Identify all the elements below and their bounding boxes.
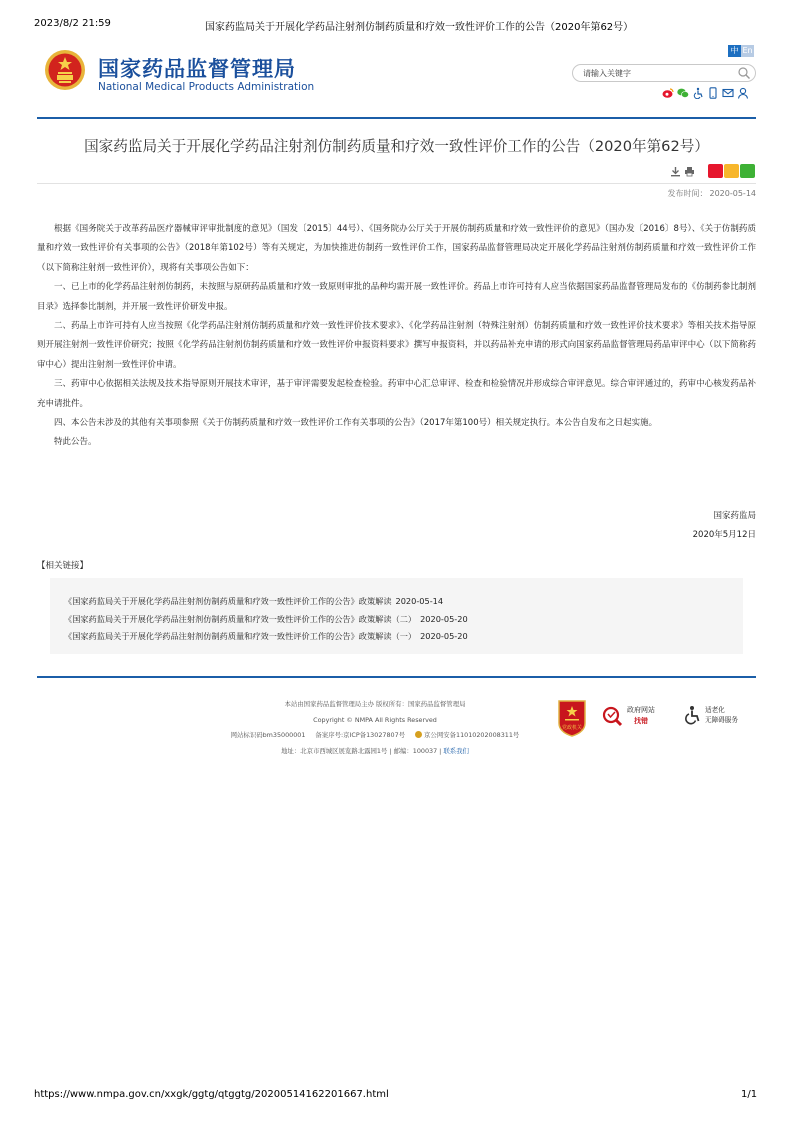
print-page-number: 1/1 xyxy=(741,1089,758,1100)
related-links-heading: 【相关链接】 xyxy=(37,561,89,571)
signer: 国家药监局 xyxy=(713,511,756,521)
print-icon[interactable] xyxy=(684,166,695,177)
site-name-cn[interactable]: 国家药品监督管理局 xyxy=(98,57,296,81)
site-name-en: National Medical Products Administration xyxy=(98,81,315,93)
article-tools xyxy=(670,166,695,177)
title-divider xyxy=(37,183,756,184)
gov-site-error-report[interactable]: 政府网站 找错 xyxy=(601,705,655,727)
related-link[interactable]: 《国家药监局关于开展化学药品注射剂仿制药质量和疗效一致性评价工作的公告》政策解读 2020-05-14 xyxy=(64,596,444,606)
related-link[interactable]: 《国家药监局关于开展化学药品注射剂仿制药质量和疗效一致性评价工作的公告》政策解读（一） 2020-05-20 xyxy=(64,631,468,641)
share-bar xyxy=(708,164,755,178)
party-government-badge[interactable] xyxy=(557,699,587,737)
wheelchair-icon xyxy=(682,705,702,725)
footer-address-row xyxy=(200,744,550,760)
related-links-box xyxy=(50,578,743,654)
header-icon-bar xyxy=(662,87,749,99)
print-url: https://www.nmpa.gov.cn/xxgk/ggtg/qtggtg/20200514162201667.html xyxy=(34,1089,389,1100)
mobile-icon[interactable] xyxy=(707,87,719,99)
article-body xyxy=(37,220,756,453)
paragraph: 特此公告。 xyxy=(54,437,97,448)
qzone-share-icon[interactable] xyxy=(724,164,739,178)
mail-icon[interactable] xyxy=(722,87,734,99)
publish-label: 发布时间： xyxy=(667,189,708,198)
publish-time xyxy=(666,188,757,199)
footer-divider xyxy=(37,676,756,678)
footer-copyright: Copyright © NMPA All Rights Reserved xyxy=(313,715,437,724)
weibo-icon[interactable] xyxy=(662,87,674,99)
language-switch xyxy=(728,45,754,57)
footer-registration xyxy=(200,728,550,744)
paragraph: 二、药品上市许可持有人应当按照《化学药品注射剂仿制药质量和疗效一致性评价技术要求》、《化学药品注射剂（特殊注射剂）仿制药质量和疗效一致性评价技术要求》等相关技术指导原则开展注射剂一致性评价研究；按照《化学药品注射剂仿制药质量和疗效一致性评价申报资料要求》撰写申报资料，并以药品补充申请的形式向国家药品监督管理局药品审评中心（以下简称药审中心）提出注射剂一致性评价申请。 xyxy=(37,321,756,370)
site-id: 网站标识码bm35000001 xyxy=(230,731,306,739)
svg-text:党政机关: 党政机关 xyxy=(561,725,583,731)
accessibility-icon[interactable] xyxy=(692,87,704,99)
paragraph: 三、药审中心依据相关法规及技术指导原则开展技术审评，基于审评需要发起检查检验。药审中心汇总审评、检查和检验情况并形成综合审评意见。综合审评通过的，药审中心核发药品补充申请批件。 xyxy=(37,379,756,409)
wechat-icon[interactable] xyxy=(677,87,689,99)
contact-us-link[interactable]: 联系我们 xyxy=(443,746,469,755)
print-datetime: 2023/8/2 21:59 xyxy=(34,18,111,29)
police-record[interactable]: 京公网安备11010202008311号 xyxy=(415,728,519,744)
lang-en-button[interactable]: En xyxy=(742,46,753,55)
lang-cn-button[interactable]: 中 xyxy=(728,45,741,57)
paragraph: 根据《国务院关于改革药品医疗器械审评审批制度的意见》（国发〔2015〕44号）、《国务院办公厅关于开展仿制药质量和疗效一致性评价的意见》（国办发〔2016〕8号）、《关于仿制药质量和疗效一致性评价有关事项的公告》（2018年第102号）等有关规定，为加快推进仿制药一致性评价工作，国家药品监督管理局决定开展化学药品注射剂仿制药质量和疗效一致性评价工作（以下简称注射剂一致性评价），现将有关事项公告如下： xyxy=(37,224,756,273)
user-icon[interactable] xyxy=(737,87,749,99)
magnifier-icon xyxy=(601,705,623,727)
header-divider xyxy=(37,117,756,119)
footer-sponsor: 本站由国家药品监督管理局主办 版权所有：国家药品监督管理局 xyxy=(284,700,466,708)
wechat-share-icon[interactable] xyxy=(740,164,755,178)
publish-date: 2020-05-14 xyxy=(709,189,756,198)
article-title: 国家药监局关于开展化学药品注射剂仿制药质量和疗效一致性评价工作的公告（2020年第62号） xyxy=(84,138,709,155)
police-badge-icon xyxy=(415,731,422,738)
weibo-share-icon[interactable] xyxy=(708,164,723,178)
icp-link[interactable]: 备案序号:京ICP备13027807号 xyxy=(315,731,406,739)
sign-date: 2020年5月12日 xyxy=(692,530,756,540)
footer-info xyxy=(200,697,550,759)
print-doc-title: 国家药监局关于开展化学药品注射剂仿制药质量和疗效一致性评价工作的公告（2020年第62号） xyxy=(205,22,634,33)
footer-address: 地址：北京市西城区展览路北露园1号 | 邮编：100037 | xyxy=(281,746,442,755)
search-input[interactable] xyxy=(583,66,733,80)
paragraph: 四、本公告未涉及的其他有关事项参照《关于仿制药质量和疗效一致性评价工作有关事项的公告》（2017年第100号）相关规定执行。本公告自发布之日起实施。 xyxy=(54,418,658,429)
national-emblem-logo[interactable] xyxy=(44,49,86,91)
elderly-accessibility-service[interactable]: 适老化 无障碍服务 xyxy=(682,705,738,725)
paragraph: 一、已上市的化学药品注射剂仿制药，未按照与原研药品质量和疗效一致原则审批的品种均需开展一致性评价。药品上市许可持有人应当依据国家药品监督管理局发布的《仿制药参比制剂目录》选择参比制剂，并开展一致性评价研发申报。 xyxy=(37,282,756,312)
related-link[interactable]: 《国家药监局关于开展化学药品注射剂仿制药质量和疗效一致性评价工作的公告》政策解读（二） 2020-05-20 xyxy=(64,613,468,624)
search-box xyxy=(572,64,756,82)
search-icon[interactable] xyxy=(737,66,751,80)
download-icon[interactable] xyxy=(670,166,681,177)
